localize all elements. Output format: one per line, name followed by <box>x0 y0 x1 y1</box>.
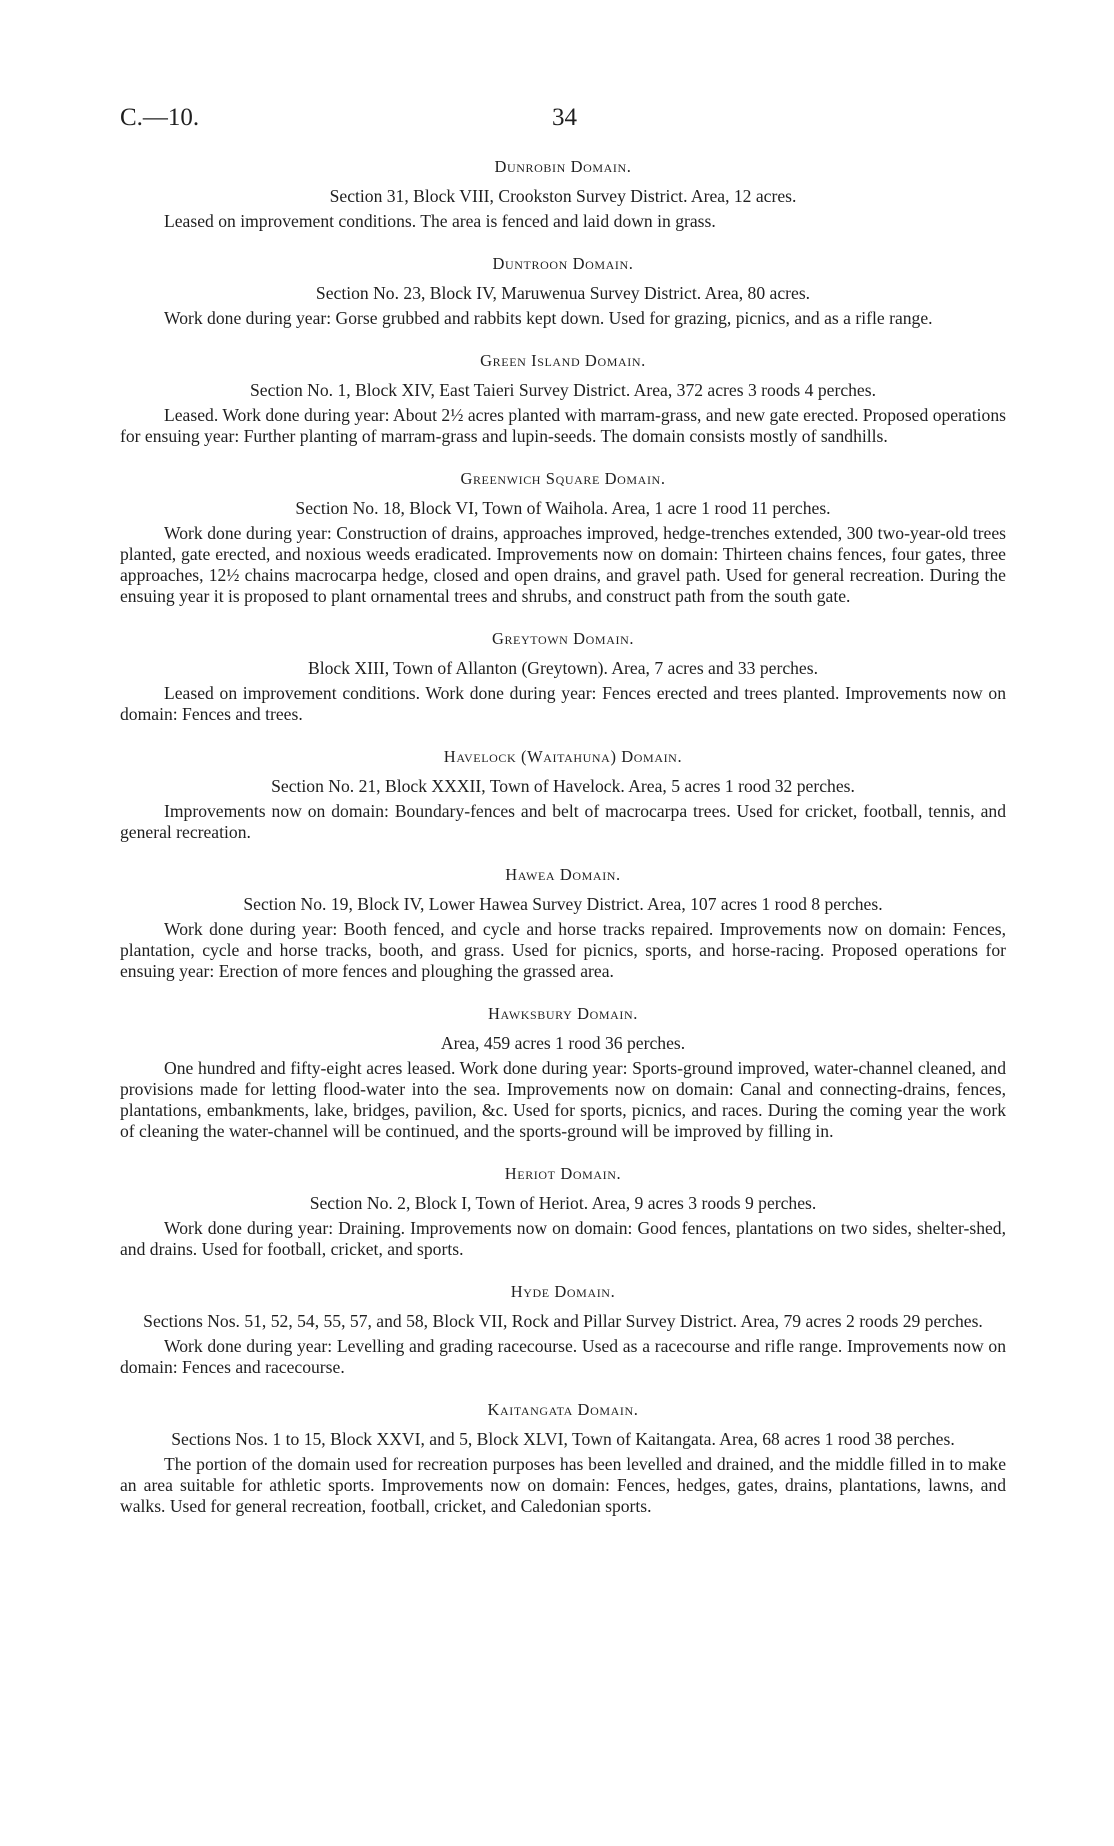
domain-section <box>120 1163 1006 1260</box>
domain-details: Section No. 2, Block I, Town of Heriot. Area, 9 acres 3 roods 9 perches. <box>309 1193 817 1213</box>
domain-details: Sections Nos. 51, 52, 54, 55, 57, and 58, Block VII, Rock and Pillar Survey District. Area, 79 acres 2 roods 29 perches. <box>143 1311 983 1331</box>
domain-title: Hawksbury Domain. <box>488 1004 638 1023</box>
domain-details: Section No. 1, Block XIV, East Taieri Survey District. Area, 372 acres 3 roods 4 perches. <box>250 380 876 400</box>
domain-description: Work done during year: Construction of drains, approaches improved, hedge-trenches extended, 300 two-year-old trees planted, gate erected, and noxious weeds eradicated. Improvements now on domain: Thirteen chains fences, four gates, three approaches, 12½ chains macrocarpa hedge, closed and open drains, and gravel path. Used for general recreation. During the ensuing year it is proposed to plant ornamental trees and shrubs, and construct path from the south gate. <box>120 523 1006 606</box>
domain-section <box>120 1399 1006 1517</box>
document-reference: C.—10. <box>120 104 200 131</box>
domain-section <box>120 628 1006 725</box>
domain-section <box>120 253 1006 329</box>
domain-section <box>120 1281 1006 1378</box>
domain-section <box>120 746 1006 843</box>
domain-description: The portion of the domain used for recreation purposes has been levelled and drained, and the middle filled in to make an area suitable for athletic sports. Improvements now on domain: Fences, hedges, gates, drains, plantations, lawns, and walks. Used for general recreation, football, cricket, and Caledonian sports. <box>120 1454 1006 1516</box>
domain-details: Section 31, Block VIII, Crookston Survey District. Area, 12 acres. <box>329 186 797 206</box>
page-header <box>120 104 994 136</box>
domain-description: Leased on improvement conditions. Work done during year: Fences erected and trees planted. Improvements now on domain: Fences and trees. <box>120 683 1006 724</box>
domain-title: Duntroon Domain. <box>492 254 634 273</box>
domain-description: Work done during year: Levelling and grading racecourse. Used as a racecourse and rifle range. Improvements now on domain: Fences and racecourse. <box>120 1336 1006 1377</box>
domain-section <box>120 468 1006 607</box>
domain-title: Greytown Domain. <box>491 629 635 648</box>
domain-details: Area, 459 acres 1 rood 36 perches. <box>440 1033 686 1053</box>
domain-description: One hundred and fifty-eight acres leased. Work done during year: Sports-ground improved, water-channel cleaned, and provisions made for letting flood-water into the sea. Improvements now on domain: Canal and connecting-drains, fences, plantations, embankments, lake, bridges, pavilion, &c. Used for sports, picnics, and races. During the coming year the work of cleaning the water-channel will be continued, and the sports-ground will be improved by filling in. <box>120 1058 1006 1141</box>
domain-section <box>120 350 1006 447</box>
domain-section <box>120 156 1006 232</box>
domain-description: Leased. Work done during year: About 2½ acres planted with marram-grass, and new gate erected. Proposed operations for ensuing year: Further planting of marram-grass and lupin-seeds. The domain consists mostly of sandhills. <box>120 405 1006 446</box>
domain-title: Heriot Domain. <box>504 1164 622 1183</box>
domain-details: Block XIII, Town of Allanton (Greytown). Area, 7 acres and 33 perches. <box>308 658 818 678</box>
domain-description: Leased on improvement conditions. The area is fenced and laid down in grass. <box>164 211 716 231</box>
domain-title: Hyde Domain. <box>510 1282 616 1301</box>
domain-description: Work done during year: Booth fenced, and cycle and horse tracks repaired. Improvements now on domain: Fences, plantation, cycle and horse tracks, booth, and grass. Used for picnics, sports, and horse-racing. Proposed operations for ensuing year: Erection of more fences and ploughing the grassed area. <box>120 919 1006 981</box>
domain-title: Havelock (Waitahuna) Domain. <box>443 747 683 766</box>
domain-title: Greenwich Square Domain. <box>460 469 666 488</box>
domain-details: Section No. 18, Block VI, Town of Waihola. Area, 1 acre 1 rood 11 perches. <box>295 498 831 518</box>
domain-details: Section No. 19, Block IV, Lower Hawea Survey District. Area, 107 acres 1 rood 8 perches. <box>243 894 883 914</box>
domain-description: Work done during year: Gorse grubbed and rabbits kept down. Used for grazing, picnics, and as a rifle range. <box>164 308 933 328</box>
domain-description: Work done during year: Draining. Improvements now on domain: Good fences, plantations on two sides, shelter-shed, and drains. Used for football, cricket, and sports. <box>120 1218 1006 1259</box>
page-body <box>120 156 1006 1538</box>
domain-details: Section No. 23, Block IV, Maruwenua Survey District. Area, 80 acres. <box>315 283 811 303</box>
domain-description: Improvements now on domain: Boundary-fences and belt of macrocarpa trees. Used for cricket, football, tennis, and general recreation. <box>120 801 1006 842</box>
domain-title: Hawea Domain. <box>505 865 621 884</box>
domain-details: Section No. 21, Block XXXII, Town of Havelock. Area, 5 acres 1 rood 32 perches. <box>271 776 855 796</box>
page-number: 34 <box>552 104 577 131</box>
domain-title: Kaitangata Domain. <box>487 1400 639 1419</box>
domain-title: Green Island Domain. <box>480 351 646 370</box>
domain-section <box>120 1003 1006 1142</box>
domain-title: Dunrobin Domain. <box>494 157 632 176</box>
domain-section <box>120 864 1006 982</box>
domain-details: Sections Nos. 1 to 15, Block XXVI, and 5, Block XLVI, Town of Kaitangata. Area, 68 acres 1 rood 38 perches. <box>171 1429 955 1449</box>
